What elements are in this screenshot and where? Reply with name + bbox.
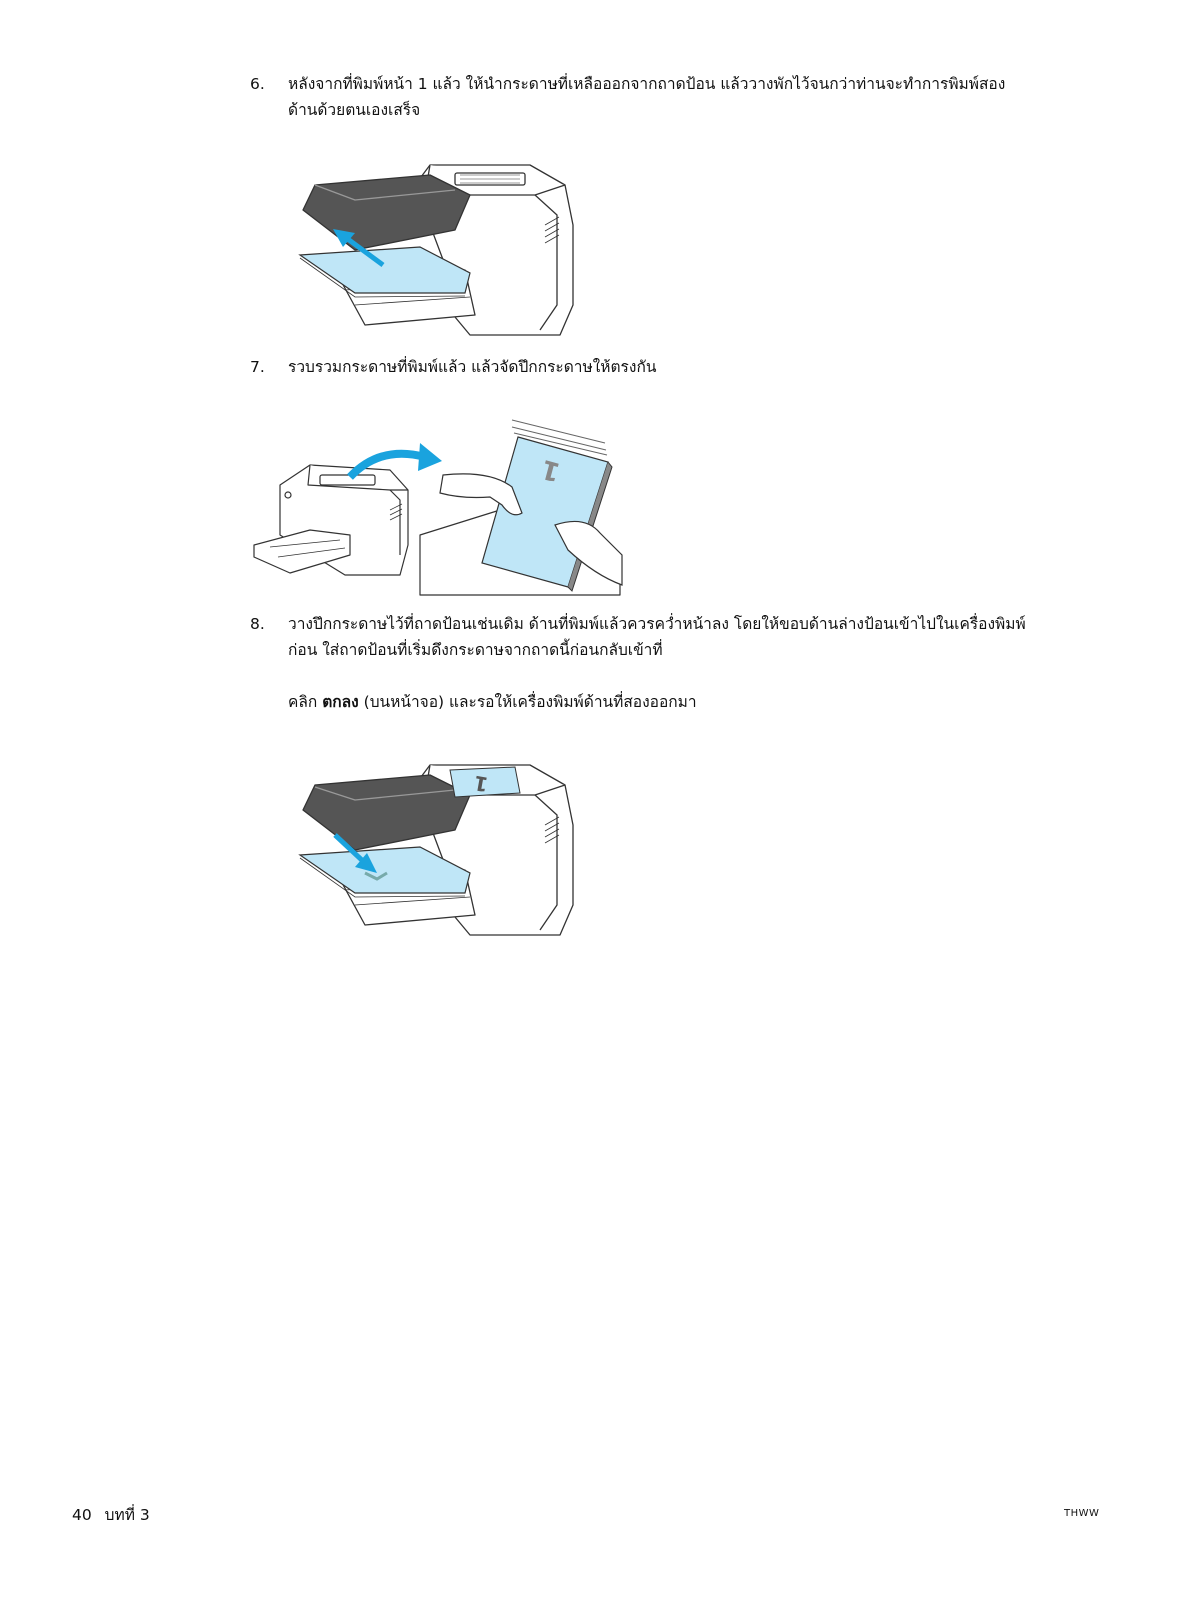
figure-remove-paper	[295, 155, 595, 345]
step-text-line1: หลังจากที่พิมพ์หน้า 1 แล้ว ให้นำกระดาษที่เหลือออกจากถาดป้อน แล้ววางพักไว้จนกว่าท่านจะทำการพิมพ์สอง	[288, 75, 1006, 93]
step-number: 8.	[250, 615, 265, 633]
step-number: 6.	[250, 75, 265, 93]
chapter-label: บทที่ 3	[104, 1506, 150, 1524]
step-text-line2: ด้านด้วยตนเองเสร็จ	[288, 101, 421, 119]
page-footer-left	[72, 1502, 150, 1527]
step-note	[288, 690, 697, 714]
step-text-line1: รวบรวมกระดาษที่พิมพ์แล้ว แล้วจัดปึกกระดาษให้ตรงกัน	[288, 358, 657, 376]
page-footer-right: THWW	[1064, 1508, 1100, 1519]
step-text-line1: วางปึกกระดาษไว้ที่ถาดป้อนเช่นเดิม ด้านที่พิมพ์แล้วควรคว่ำหน้าลง โดยให้ขอบด้านล่างป้อนเข้าไปในเครื่องพิมพ์	[288, 615, 1026, 633]
step-number: 7.	[250, 358, 265, 376]
figure-reload-paper	[295, 755, 595, 945]
ok-label: ตกลง	[322, 693, 359, 711]
page-number: 40	[72, 1506, 92, 1524]
note-prefix: คลิก	[288, 693, 323, 711]
figure-stack-pages	[250, 415, 630, 595]
step-text-line2: ก่อน ใส่ถาดป้อนที่เริ่มดึงกระดาษจากถาดนี้ก่อนกลับเข้าที่	[288, 641, 663, 659]
figure-page-label: 1	[471, 770, 490, 797]
note-suffix: (บนหน้าจอ) และรอให้เครื่องพิมพ์ด้านที่สองออกมา	[358, 693, 697, 711]
figure-page-label: 1	[538, 453, 564, 487]
